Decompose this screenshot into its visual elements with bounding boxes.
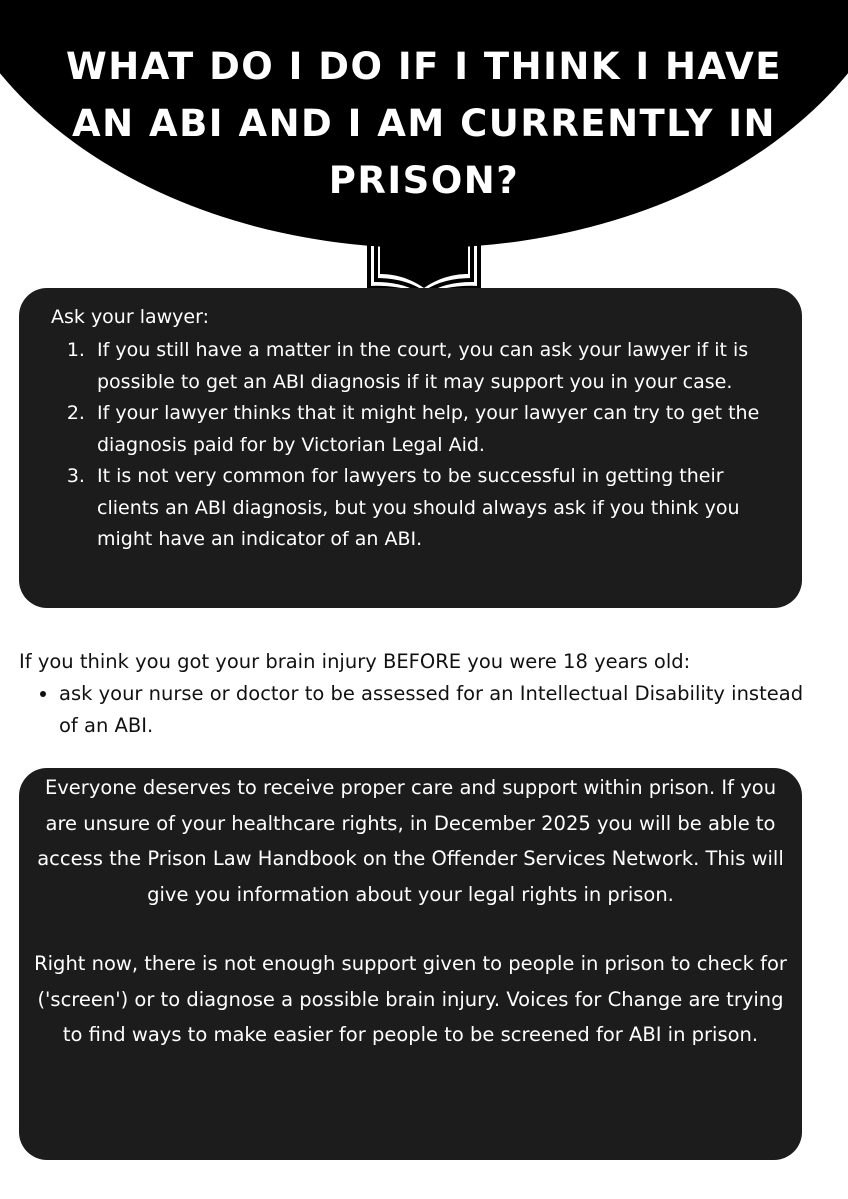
open-book-icon xyxy=(364,204,484,298)
rights-paragraph-2: Right now, there is not enough support given to people in prison to check for ('screen') or to diagnose a possible brain injury. Voices for Change are trying to find ways to make easier for people to be screened for ABI in prison. xyxy=(34,952,787,1046)
before-18-section xyxy=(19,646,819,742)
rights-card xyxy=(19,768,802,1160)
lawyer-item-1: 1. If you still have a matter in the court, you can ask your lawyer if it is possible to get an ABI diagnosis if it may support you in your case. xyxy=(91,335,772,398)
paragraph-spacer xyxy=(27,912,794,946)
ask-lawyer-card xyxy=(19,288,802,608)
before-18-heading: If you think you got your brain injury BEFORE you were 18 years old: xyxy=(19,650,691,673)
before-18-item: • ask your nurse or doctor to be assessed for an Intellectual Disability instead of an ABI. xyxy=(59,678,819,742)
before-18-list xyxy=(19,678,819,742)
lawyer-item-3: 3. It is not very common for lawyers to be successful in getting their clients an ABI diagnosis, but you should always ask if you think you might have an indicator of an ABI. xyxy=(91,461,772,556)
rights-paragraph-1: Everyone deserves to receive proper care and support within prison. If you are unsure of your healthcare rights, in December 2025 you will be able to access the Prison Law Handbook on the Offender Services Network. This will give you information about your legal rights in prison. xyxy=(37,776,784,906)
lawyer-item-2: 2. If your lawyer thinks that it might help, your lawyer can try to get the diagnosis paid for by Victorian Legal Aid. xyxy=(91,398,772,461)
page-title: WHAT DO I DO IF I THINK I HAVE AN ABI AND I AM CURRENTLY IN PRISON? xyxy=(65,45,783,202)
lawyer-list xyxy=(51,335,772,556)
lawyer-heading: Ask your lawyer: xyxy=(51,306,209,328)
